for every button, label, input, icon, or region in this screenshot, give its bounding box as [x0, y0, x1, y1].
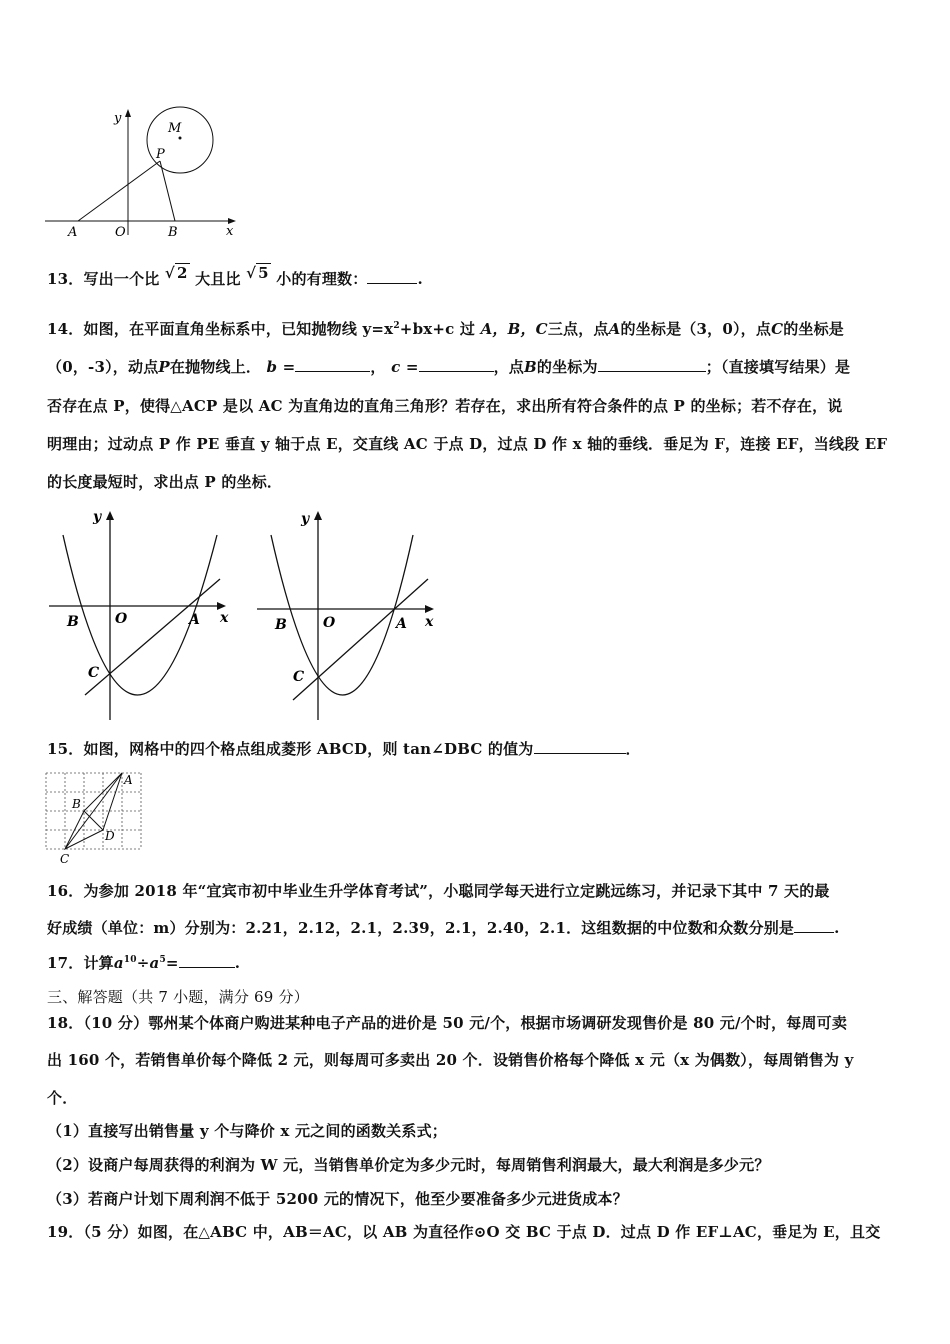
label-c: C: [60, 852, 70, 865]
answer-blank-15[interactable]: [534, 739, 626, 754]
label-y: y: [114, 111, 122, 126]
label-a: A: [68, 225, 78, 240]
question-15: 15．如图，网格中的四个格点组成菱形 ABCD，则 tan∠DBC 的值为 ．: [47, 740, 641, 758]
question-18-sub-2: （2）设商户每周获得的利润为 W 元，当销售单价定为多少元时，每周销售利润最大，最大利润是多少元？: [47, 1156, 770, 1174]
parabola-figure-2: [253, 505, 448, 725]
sqrt-2: √ 2: [164, 264, 188, 282]
question-18-line-1: 18．（10 分）鄂州某个体商户购进某种电子产品的进价是 50 元/个，根据市场调研发现售价是 80 元/个时，每周可卖: [47, 1014, 848, 1032]
label-b: B: [275, 617, 287, 633]
label-a: A: [396, 616, 407, 632]
label-o: O: [323, 615, 336, 631]
question-14-line-5: 的长度最短时，求出点 P 的坐标．: [47, 473, 283, 491]
parabola-figure-1: [45, 505, 240, 725]
label-m: M: [168, 121, 182, 136]
question-18-line-3: 个．: [47, 1089, 78, 1107]
question-14-line-3: 否存在点 P，使得△ACP 是以 AC 为直角边的直角三角形？若存在，求出所有符合条件的点 P 的坐标；若不存在，说: [47, 397, 843, 415]
label-a: A: [124, 773, 133, 787]
question-14-line-4: 明理由；过动点 P 作 PE 垂直 y 轴于点 E，交直线 AC 于点 D，过点 D 作 x 轴的垂线．垂足为 F，连接 EF，当线段 EF: [47, 435, 888, 453]
answer-blank-b[interactable]: [295, 357, 370, 372]
question-18-sub-1: （1）直接写出销售量 y 个与降价 x 元之间的函数关系式；: [47, 1122, 447, 1140]
answer-blank-16[interactable]: [794, 918, 834, 933]
answer-blank-17[interactable]: [179, 953, 235, 968]
question-14-line-1: 14．如图，在平面直角坐标系中，已知抛物线 $y=x^2+bx+c$ 过 A，B，C三点，点A的坐标是（3，0），点C的坐标是: [47, 320, 845, 338]
label-b: B: [72, 797, 81, 811]
label-b: B: [168, 225, 178, 240]
label-y: y: [301, 511, 310, 527]
label-c: C: [88, 665, 100, 681]
sqrt-5: √ 5: [246, 264, 269, 282]
answer-blank-b-coord[interactable]: [598, 357, 706, 372]
label-p: P: [156, 147, 165, 162]
label-b: B: [67, 614, 79, 630]
label-y: y: [93, 509, 102, 525]
label-x: x: [226, 224, 234, 239]
question-13: 13．写出一个比 √ 2 大且比 √ 5 小的有理数： .: [47, 264, 423, 288]
answer-blank-13[interactable]: [367, 269, 417, 284]
question-16-line-2: 好成绩（单位：m）分别为：2.21，2.12，2.1，2.39，2.1，2.40，2.1．这组数据的中位数和众数分别是 .: [47, 919, 840, 937]
answer-blank-c[interactable]: [419, 357, 494, 372]
question-19-line-1: 19．（5 分）如图，在△ABC 中，AB＝AC，以 AB 为直径作⊙O 交 BC 于点 D．过点 D 作 EF⊥AC，垂足为 E，且交: [47, 1223, 881, 1241]
label-c: C: [293, 669, 305, 685]
label-d: D: [105, 829, 115, 843]
label-o: O: [115, 225, 126, 240]
question-17: 17．计算$a^{10}\div a^5=$ .: [47, 954, 241, 972]
question-14-line-2: （0，-3），动点P在抛物线上． b = ， c = ，点B的坐标为 ；（直接填写结果）是: [47, 358, 851, 376]
grid-rhombus-figure: [44, 770, 144, 865]
label-x: x: [220, 610, 229, 626]
label-x: x: [425, 614, 434, 630]
question-18-line-2: 出 160 个，若销售单价每个降低 2 元，则每周可多卖出 20 个．设销售价格每个降低 x 元（x 为偶数），每周销售为 y: [47, 1051, 854, 1069]
question-18-sub-3: （3）若商户计划下周利润不低于 5200 元的情况下，他至少要准备多少元进货成本？: [47, 1190, 628, 1208]
question-16-line-1: 16．为参加 2018 年“宜宾市初中毕业生升学体育考试”，小聪同学每天进行立定跳远练习，并记录下其中 7 天的最: [47, 882, 830, 900]
circle-tangent-figure: [40, 105, 250, 245]
label-o: O: [115, 611, 128, 627]
label-a: A: [189, 612, 200, 628]
section-3-title: 三、解答题（共 7 小题，满分 69 分）: [47, 988, 309, 1006]
